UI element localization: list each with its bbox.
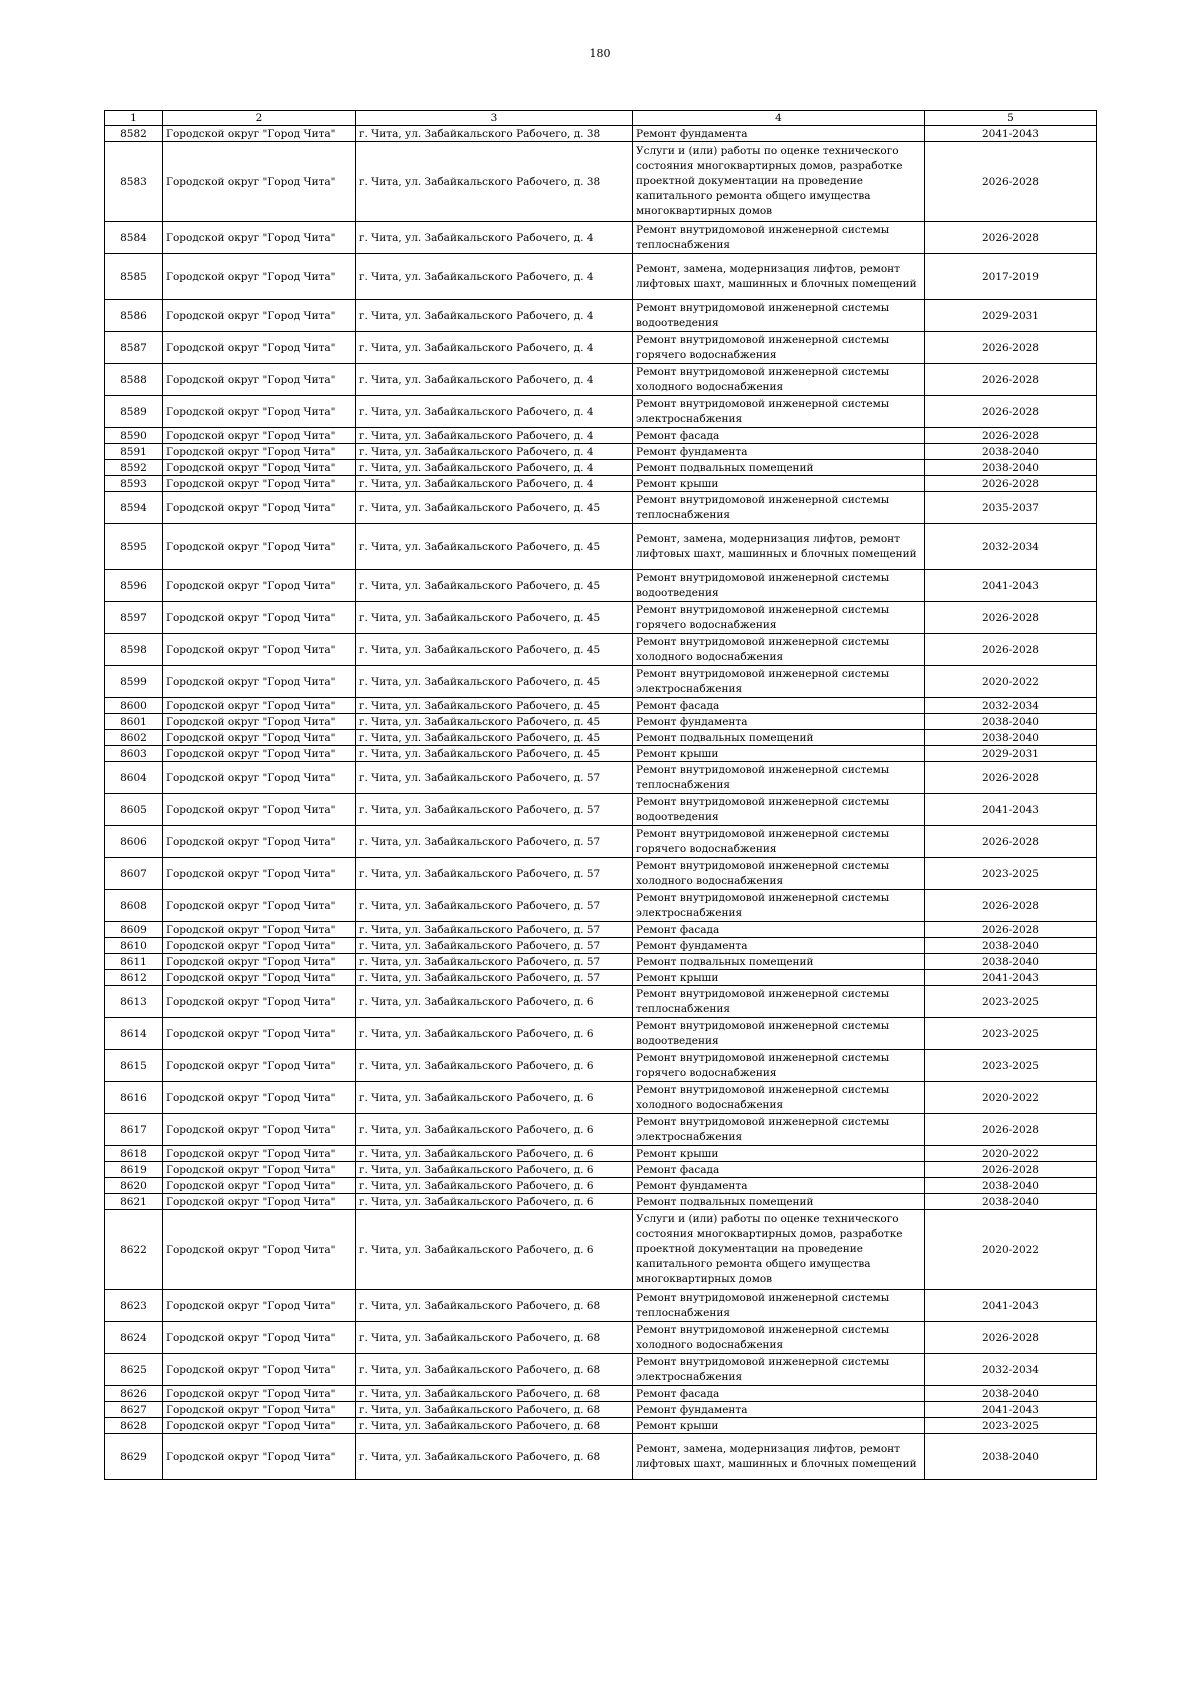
table-row xyxy=(105,1178,1097,1194)
table-row xyxy=(105,1322,1097,1354)
table-row xyxy=(105,986,1097,1018)
work-type-cell: Ремонт подвальных помещений xyxy=(633,730,925,746)
work-type-cell: Ремонт фундамента xyxy=(633,1402,925,1418)
row-number-cell: 8625 xyxy=(105,1354,163,1386)
address-cell: г. Чита, ул. Забайкальского Рабочего, д. 57 xyxy=(356,970,633,986)
municipality-cell: Городской округ "Город Чита" xyxy=(163,1018,356,1050)
row-number-cell: 8609 xyxy=(105,922,163,938)
table-row xyxy=(105,1290,1097,1322)
work-type-cell: Ремонт внутридомовой инженерной системы электроснабжения xyxy=(633,396,925,428)
municipality-cell: Городской округ "Город Чита" xyxy=(163,254,356,300)
address-cell: г. Чита, ул. Забайкальского Рабочего, д. 6 xyxy=(356,1050,633,1082)
work-type-cell: Ремонт внутридомовой инженерной системы электроснабжения xyxy=(633,1354,925,1386)
row-number-cell: 8604 xyxy=(105,762,163,794)
table-row xyxy=(105,890,1097,922)
address-cell: г. Чита, ул. Забайкальского Рабочего, д. 6 xyxy=(356,1210,633,1290)
period-cell: 2026-2028 xyxy=(925,142,1097,222)
row-number-cell: 8618 xyxy=(105,1146,163,1162)
address-cell: г. Чита, ул. Забайкальского Рабочего, д. 45 xyxy=(356,746,633,762)
address-cell: г. Чита, ул. Забайкальского Рабочего, д. 4 xyxy=(356,254,633,300)
work-type-cell: Ремонт подвальных помещений xyxy=(633,1194,925,1210)
row-number-cell: 8615 xyxy=(105,1050,163,1082)
work-type-cell: Ремонт внутридомовой инженерной системы холодного водоснабжения xyxy=(633,634,925,666)
period-cell: 2038-2040 xyxy=(925,444,1097,460)
address-cell: г. Чита, ул. Забайкальского Рабочего, д. 45 xyxy=(356,730,633,746)
address-cell: г. Чита, ул. Забайкальского Рабочего, д. 4 xyxy=(356,364,633,396)
table-row xyxy=(105,634,1097,666)
work-type-cell: Ремонт фасада xyxy=(633,1386,925,1402)
period-cell: 2029-2031 xyxy=(925,300,1097,332)
address-cell: г. Чита, ул. Забайкальского Рабочего, д. 45 xyxy=(356,570,633,602)
work-type-cell: Ремонт фасада xyxy=(633,1162,925,1178)
column-header: 1 xyxy=(105,111,163,126)
row-number-cell: 8598 xyxy=(105,634,163,666)
work-type-cell: Ремонт крыши xyxy=(633,746,925,762)
period-cell: 2026-2028 xyxy=(925,332,1097,364)
address-cell: г. Чита, ул. Забайкальского Рабочего, д. 57 xyxy=(356,826,633,858)
period-cell: 2029-2031 xyxy=(925,746,1097,762)
address-cell: г. Чита, ул. Забайкальского Рабочего, д. 4 xyxy=(356,222,633,254)
municipality-cell: Городской округ "Город Чита" xyxy=(163,698,356,714)
table-row xyxy=(105,746,1097,762)
municipality-cell: Городской округ "Город Чита" xyxy=(163,1434,356,1480)
address-cell: г. Чита, ул. Забайкальского Рабочего, д. 57 xyxy=(356,938,633,954)
municipality-cell: Городской округ "Город Чита" xyxy=(163,986,356,1018)
work-type-cell: Ремонт внутридомовой инженерной системы электроснабжения xyxy=(633,666,925,698)
table-row xyxy=(105,970,1097,986)
period-cell: 2023-2025 xyxy=(925,986,1097,1018)
address-cell: г. Чита, ул. Забайкальского Рабочего, д. 68 xyxy=(356,1418,633,1434)
period-cell: 2026-2028 xyxy=(925,890,1097,922)
table-row xyxy=(105,714,1097,730)
municipality-cell: Городской округ "Город Чита" xyxy=(163,794,356,826)
table-row xyxy=(105,666,1097,698)
column-header: 3 xyxy=(356,111,633,126)
municipality-cell: Городской округ "Город Чита" xyxy=(163,1386,356,1402)
period-cell: 2026-2028 xyxy=(925,364,1097,396)
period-cell: 2038-2040 xyxy=(925,714,1097,730)
row-number-cell: 8587 xyxy=(105,332,163,364)
table-row xyxy=(105,858,1097,890)
row-number-cell: 8585 xyxy=(105,254,163,300)
table-row xyxy=(105,922,1097,938)
capital-repair-table xyxy=(104,110,1097,1480)
table-row xyxy=(105,222,1097,254)
row-number-cell: 8603 xyxy=(105,746,163,762)
row-number-cell: 8617 xyxy=(105,1114,163,1146)
period-cell: 2026-2028 xyxy=(925,826,1097,858)
work-type-cell: Ремонт внутридомовой инженерной системы водоотведения xyxy=(633,1018,925,1050)
table-row xyxy=(105,1418,1097,1434)
row-number-cell: 8607 xyxy=(105,858,163,890)
period-cell: 2038-2040 xyxy=(925,1386,1097,1402)
address-cell: г. Чита, ул. Забайкальского Рабочего, д. 38 xyxy=(356,142,633,222)
row-number-cell: 8596 xyxy=(105,570,163,602)
municipality-cell: Городской округ "Город Чита" xyxy=(163,1178,356,1194)
row-number-cell: 8590 xyxy=(105,428,163,444)
municipality-cell: Городской округ "Город Чита" xyxy=(163,666,356,698)
address-cell: г. Чита, ул. Забайкальского Рабочего, д. 57 xyxy=(356,890,633,922)
municipality-cell: Городской округ "Город Чита" xyxy=(163,364,356,396)
municipality-cell: Городской округ "Город Чита" xyxy=(163,890,356,922)
municipality-cell: Городской округ "Город Чита" xyxy=(163,1194,356,1210)
period-cell: 2026-2028 xyxy=(925,428,1097,444)
period-cell: 2026-2028 xyxy=(925,602,1097,634)
municipality-cell: Городской округ "Город Чита" xyxy=(163,1290,356,1322)
work-type-cell: Ремонт крыши xyxy=(633,476,925,492)
municipality-cell: Городской округ "Город Чита" xyxy=(163,492,356,524)
row-number-cell: 8588 xyxy=(105,364,163,396)
address-cell: г. Чита, ул. Забайкальского Рабочего, д. 57 xyxy=(356,794,633,826)
work-type-cell: Ремонт фундамента xyxy=(633,444,925,460)
row-number-cell: 8584 xyxy=(105,222,163,254)
row-number-cell: 8583 xyxy=(105,142,163,222)
work-type-cell: Ремонт внутридомовой инженерной системы водоотведения xyxy=(633,300,925,332)
address-cell: г. Чита, ул. Забайкальского Рабочего, д. 68 xyxy=(356,1402,633,1418)
table-row xyxy=(105,460,1097,476)
row-number-cell: 8595 xyxy=(105,524,163,570)
work-type-cell: Ремонт фундамента xyxy=(633,1178,925,1194)
period-cell: 2026-2028 xyxy=(925,1322,1097,1354)
municipality-cell: Городской округ "Город Чита" xyxy=(163,1050,356,1082)
column-header: 2 xyxy=(163,111,356,126)
municipality-cell: Городской округ "Город Чита" xyxy=(163,762,356,794)
period-cell: 2041-2043 xyxy=(925,570,1097,602)
period-cell: 2023-2025 xyxy=(925,1018,1097,1050)
row-number-cell: 8605 xyxy=(105,794,163,826)
period-cell: 2041-2043 xyxy=(925,970,1097,986)
table-row xyxy=(105,1018,1097,1050)
work-type-cell: Ремонт внутридомовой инженерной системы электроснабжения xyxy=(633,1114,925,1146)
period-cell: 2038-2040 xyxy=(925,1194,1097,1210)
address-cell: г. Чита, ул. Забайкальского Рабочего, д. 6 xyxy=(356,1178,633,1194)
period-cell: 2023-2025 xyxy=(925,858,1097,890)
address-cell: г. Чита, ул. Забайкальского Рабочего, д. 4 xyxy=(356,428,633,444)
row-number-cell: 8591 xyxy=(105,444,163,460)
row-number-cell: 8629 xyxy=(105,1434,163,1480)
municipality-cell: Городской округ "Город Чита" xyxy=(163,142,356,222)
table-row xyxy=(105,1386,1097,1402)
period-cell: 2020-2022 xyxy=(925,1082,1097,1114)
municipality-cell: Городской округ "Город Чита" xyxy=(163,300,356,332)
municipality-cell: Городской округ "Город Чита" xyxy=(163,428,356,444)
municipality-cell: Городской округ "Город Чита" xyxy=(163,938,356,954)
page-number: 180 xyxy=(589,47,611,60)
address-cell: г. Чита, ул. Забайкальского Рабочего, д. 57 xyxy=(356,922,633,938)
work-type-cell: Услуги и (или) работы по оценке технического состояния многоквартирных домов, разработке проектной документации на проведение капитального ремонта общего имущества многоквартирных домов xyxy=(633,142,925,222)
period-cell: 2041-2043 xyxy=(925,1290,1097,1322)
address-cell: г. Чита, ул. Забайкальского Рабочего, д. 68 xyxy=(356,1386,633,1402)
period-cell: 2020-2022 xyxy=(925,666,1097,698)
address-cell: г. Чита, ул. Забайкальского Рабочего, д. 45 xyxy=(356,524,633,570)
municipality-cell: Городской округ "Город Чита" xyxy=(163,1402,356,1418)
municipality-cell: Городской округ "Город Чита" xyxy=(163,126,356,142)
table-row xyxy=(105,762,1097,794)
table-row xyxy=(105,602,1097,634)
period-cell: 2026-2028 xyxy=(925,922,1097,938)
address-cell: г. Чита, ул. Забайкальского Рабочего, д. 57 xyxy=(356,858,633,890)
address-cell: г. Чита, ул. Забайкальского Рабочего, д. 4 xyxy=(356,332,633,364)
municipality-cell: Городской округ "Город Чита" xyxy=(163,826,356,858)
row-number-cell: 8593 xyxy=(105,476,163,492)
row-number-cell: 8582 xyxy=(105,126,163,142)
row-number-cell: 8626 xyxy=(105,1386,163,1402)
row-number-cell: 8622 xyxy=(105,1210,163,1290)
table-row xyxy=(105,1434,1097,1480)
period-cell: 2038-2040 xyxy=(925,1178,1097,1194)
municipality-cell: Городской округ "Город Чита" xyxy=(163,1114,356,1146)
work-type-cell: Ремонт внутридомовой инженерной системы холодного водоснабжения xyxy=(633,364,925,396)
municipality-cell: Городской округ "Город Чита" xyxy=(163,730,356,746)
work-type-cell: Ремонт внутридомовой инженерной системы водоотведения xyxy=(633,794,925,826)
table-row xyxy=(105,1146,1097,1162)
municipality-cell: Городской округ "Город Чита" xyxy=(163,444,356,460)
address-cell: г. Чита, ул. Забайкальского Рабочего, д. 38 xyxy=(356,126,633,142)
work-type-cell: Ремонт крыши xyxy=(633,970,925,986)
table-row xyxy=(105,1402,1097,1418)
work-type-cell: Ремонт подвальных помещений xyxy=(633,460,925,476)
address-cell: г. Чита, ул. Забайкальского Рабочего, д. 4 xyxy=(356,476,633,492)
period-cell: 2038-2040 xyxy=(925,938,1097,954)
municipality-cell: Городской округ "Город Чита" xyxy=(163,1082,356,1114)
address-cell: г. Чита, ул. Забайкальского Рабочего, д. 4 xyxy=(356,460,633,476)
municipality-cell: Городской округ "Город Чита" xyxy=(163,954,356,970)
column-header: 4 xyxy=(633,111,925,126)
table-row xyxy=(105,570,1097,602)
address-cell: г. Чита, ул. Забайкальского Рабочего, д. 6 xyxy=(356,1146,633,1162)
municipality-cell: Городской округ "Город Чита" xyxy=(163,570,356,602)
address-cell: г. Чита, ул. Забайкальского Рабочего, д. 45 xyxy=(356,602,633,634)
period-cell: 2020-2022 xyxy=(925,1146,1097,1162)
row-number-cell: 8614 xyxy=(105,1018,163,1050)
address-cell: г. Чита, ул. Забайкальского Рабочего, д. 45 xyxy=(356,714,633,730)
address-cell: г. Чита, ул. Забайкальского Рабочего, д. 68 xyxy=(356,1322,633,1354)
table-row xyxy=(105,254,1097,300)
municipality-cell: Городской округ "Город Чита" xyxy=(163,1146,356,1162)
table-row xyxy=(105,938,1097,954)
row-number-cell: 8616 xyxy=(105,1082,163,1114)
period-cell: 2041-2043 xyxy=(925,794,1097,826)
period-cell: 2017-2019 xyxy=(925,254,1097,300)
address-cell: г. Чита, ул. Забайкальского Рабочего, д. 45 xyxy=(356,492,633,524)
table-row xyxy=(105,476,1097,492)
period-cell: 2038-2040 xyxy=(925,460,1097,476)
row-number-cell: 8601 xyxy=(105,714,163,730)
municipality-cell: Городской округ "Город Чита" xyxy=(163,634,356,666)
work-type-cell: Ремонт фасада xyxy=(633,428,925,444)
row-number-cell: 8599 xyxy=(105,666,163,698)
municipality-cell: Городской округ "Город Чита" xyxy=(163,476,356,492)
municipality-cell: Городской округ "Город Чита" xyxy=(163,922,356,938)
period-cell: 2041-2043 xyxy=(925,1402,1097,1418)
table-row xyxy=(105,142,1097,222)
table-row xyxy=(105,1210,1097,1290)
work-type-cell: Ремонт внутридомовой инженерной системы горячего водоснабжения xyxy=(633,826,925,858)
municipality-cell: Городской округ "Город Чита" xyxy=(163,858,356,890)
address-cell: г. Чита, ул. Забайкальского Рабочего, д. 6 xyxy=(356,1114,633,1146)
municipality-cell: Городской округ "Город Чита" xyxy=(163,714,356,730)
address-cell: г. Чита, ул. Забайкальского Рабочего, д. 6 xyxy=(356,1018,633,1050)
work-type-cell: Ремонт внутридомовой инженерной системы теплоснабжения xyxy=(633,986,925,1018)
row-number-cell: 8610 xyxy=(105,938,163,954)
address-cell: г. Чита, ул. Забайкальского Рабочего, д. 6 xyxy=(356,1194,633,1210)
table-row xyxy=(105,444,1097,460)
address-cell: г. Чита, ул. Забайкальского Рабочего, д. 6 xyxy=(356,986,633,1018)
period-cell: 2026-2028 xyxy=(925,476,1097,492)
column-header: 5 xyxy=(925,111,1097,126)
row-number-cell: 8602 xyxy=(105,730,163,746)
period-cell: 2026-2028 xyxy=(925,762,1097,794)
address-cell: г. Чита, ул. Забайкальского Рабочего, д. 4 xyxy=(356,300,633,332)
row-number-cell: 8612 xyxy=(105,970,163,986)
period-cell: 2026-2028 xyxy=(925,1162,1097,1178)
work-type-cell: Ремонт подвальных помещений xyxy=(633,954,925,970)
table-row xyxy=(105,1354,1097,1386)
work-type-cell: Ремонт внутридомовой инженерной системы холодного водоснабжения xyxy=(633,858,925,890)
municipality-cell: Городской округ "Город Чита" xyxy=(163,1210,356,1290)
address-cell: г. Чита, ул. Забайкальского Рабочего, д. 4 xyxy=(356,444,633,460)
address-cell: г. Чита, ул. Забайкальского Рабочего, д. 6 xyxy=(356,1082,633,1114)
municipality-cell: Городской округ "Город Чита" xyxy=(163,332,356,364)
work-type-cell: Ремонт фасада xyxy=(633,698,925,714)
address-cell: г. Чита, ул. Забайкальского Рабочего, д. 68 xyxy=(356,1354,633,1386)
header-row xyxy=(105,111,1097,126)
table-row xyxy=(105,126,1097,142)
municipality-cell: Городской округ "Город Чита" xyxy=(163,460,356,476)
municipality-cell: Городской округ "Город Чита" xyxy=(163,1418,356,1434)
work-type-cell: Ремонт внутридомовой инженерной системы горячего водоснабжения xyxy=(633,602,925,634)
municipality-cell: Городской округ "Город Чита" xyxy=(163,524,356,570)
table-row xyxy=(105,794,1097,826)
row-number-cell: 8594 xyxy=(105,492,163,524)
period-cell: 2020-2022 xyxy=(925,1210,1097,1290)
table-row xyxy=(105,1194,1097,1210)
table-row xyxy=(105,826,1097,858)
table-row xyxy=(105,364,1097,396)
period-cell: 2038-2040 xyxy=(925,954,1097,970)
row-number-cell: 8624 xyxy=(105,1322,163,1354)
work-type-cell: Услуги и (или) работы по оценке технического состояния многоквартирных домов, разработке проектной документации на проведение капитального ремонта общего имущества многоквартирных домов xyxy=(633,1210,925,1290)
table-row xyxy=(105,954,1097,970)
work-type-cell: Ремонт внутридомовой инженерной системы электроснабжения xyxy=(633,890,925,922)
table-row xyxy=(105,1082,1097,1114)
table-row xyxy=(105,698,1097,714)
work-type-cell: Ремонт крыши xyxy=(633,1146,925,1162)
municipality-cell: Городской округ "Город Чита" xyxy=(163,970,356,986)
municipality-cell: Городской округ "Город Чита" xyxy=(163,396,356,428)
work-type-cell: Ремонт, замена, модернизация лифтов, ремонт лифтовых шахт, машинных и блочных помещений xyxy=(633,524,925,570)
work-type-cell: Ремонт внутридомовой инженерной системы горячего водоснабжения xyxy=(633,1050,925,1082)
row-number-cell: 8611 xyxy=(105,954,163,970)
row-number-cell: 8623 xyxy=(105,1290,163,1322)
table-row xyxy=(105,1114,1097,1146)
work-type-cell: Ремонт внутридомовой инженерной системы холодного водоснабжения xyxy=(633,1082,925,1114)
table-row xyxy=(105,428,1097,444)
address-cell: г. Чита, ул. Забайкальского Рабочего, д. 45 xyxy=(356,698,633,714)
row-number-cell: 8627 xyxy=(105,1402,163,1418)
period-cell: 2026-2028 xyxy=(925,1114,1097,1146)
address-cell: г. Чита, ул. Забайкальского Рабочего, д. 45 xyxy=(356,666,633,698)
address-cell: г. Чита, ул. Забайкальского Рабочего, д. 6 xyxy=(356,1162,633,1178)
work-type-cell: Ремонт внутридомовой инженерной системы теплоснабжения xyxy=(633,1290,925,1322)
table-row xyxy=(105,730,1097,746)
period-cell: 2032-2034 xyxy=(925,1354,1097,1386)
address-cell: г. Чита, ул. Забайкальского Рабочего, д. 45 xyxy=(356,634,633,666)
work-type-cell: Ремонт внутридомовой инженерной системы холодного водоснабжения xyxy=(633,1322,925,1354)
table-row xyxy=(105,332,1097,364)
work-type-cell: Ремонт фасада xyxy=(633,922,925,938)
row-number-cell: 8597 xyxy=(105,602,163,634)
period-cell: 2032-2034 xyxy=(925,698,1097,714)
municipality-cell: Городской округ "Город Чита" xyxy=(163,1354,356,1386)
work-type-cell: Ремонт внутридомовой инженерной системы теплоснабжения xyxy=(633,492,925,524)
address-cell: г. Чита, ул. Забайкальского Рабочего, д. 4 xyxy=(356,396,633,428)
period-cell: 2023-2025 xyxy=(925,1418,1097,1434)
row-number-cell: 8592 xyxy=(105,460,163,476)
row-number-cell: 8608 xyxy=(105,890,163,922)
table-row xyxy=(105,300,1097,332)
period-cell: 2038-2040 xyxy=(925,1434,1097,1480)
address-cell: г. Чита, ул. Забайкальского Рабочего, д. 57 xyxy=(356,762,633,794)
period-cell: 2041-2043 xyxy=(925,126,1097,142)
row-number-cell: 8620 xyxy=(105,1178,163,1194)
work-type-cell: Ремонт внутридомовой инженерной системы горячего водоснабжения xyxy=(633,332,925,364)
row-number-cell: 8621 xyxy=(105,1194,163,1210)
municipality-cell: Городской округ "Город Чита" xyxy=(163,746,356,762)
period-cell: 2038-2040 xyxy=(925,730,1097,746)
period-cell: 2026-2028 xyxy=(925,634,1097,666)
table-row xyxy=(105,524,1097,570)
row-number-cell: 8628 xyxy=(105,1418,163,1434)
table-row xyxy=(105,1050,1097,1082)
municipality-cell: Городской округ "Город Чита" xyxy=(163,222,356,254)
work-type-cell: Ремонт фундамента xyxy=(633,938,925,954)
municipality-cell: Городской округ "Город Чита" xyxy=(163,602,356,634)
row-number-cell: 8600 xyxy=(105,698,163,714)
work-type-cell: Ремонт фундамента xyxy=(633,714,925,730)
address-cell: г. Чита, ул. Забайкальского Рабочего, д. 68 xyxy=(356,1290,633,1322)
address-cell: г. Чита, ул. Забайкальского Рабочего, д. 68 xyxy=(356,1434,633,1480)
table-row xyxy=(105,396,1097,428)
work-type-cell: Ремонт внутридомовой инженерной системы водоотведения xyxy=(633,570,925,602)
row-number-cell: 8586 xyxy=(105,300,163,332)
municipality-cell: Городской округ "Город Чита" xyxy=(163,1162,356,1178)
period-cell: 2026-2028 xyxy=(925,222,1097,254)
period-cell: 2035-2037 xyxy=(925,492,1097,524)
row-number-cell: 8606 xyxy=(105,826,163,858)
work-type-cell: Ремонт внутридомовой инженерной системы теплоснабжения xyxy=(633,222,925,254)
municipality-cell: Городской округ "Город Чита" xyxy=(163,1322,356,1354)
period-cell: 2023-2025 xyxy=(925,1050,1097,1082)
period-cell: 2032-2034 xyxy=(925,524,1097,570)
row-number-cell: 8613 xyxy=(105,986,163,1018)
address-cell: г. Чита, ул. Забайкальского Рабочего, д. 57 xyxy=(356,954,633,970)
work-type-cell: Ремонт, замена, модернизация лифтов, ремонт лифтовых шахт, машинных и блочных помещений xyxy=(633,254,925,300)
row-number-cell: 8619 xyxy=(105,1162,163,1178)
work-type-cell: Ремонт внутридомовой инженерной системы теплоснабжения xyxy=(633,762,925,794)
work-type-cell: Ремонт крыши xyxy=(633,1418,925,1434)
table-row xyxy=(105,492,1097,524)
period-cell: 2026-2028 xyxy=(925,396,1097,428)
work-type-cell: Ремонт, замена, модернизация лифтов, ремонт лифтовых шахт, машинных и блочных помещений xyxy=(633,1434,925,1480)
table-row xyxy=(105,1162,1097,1178)
row-number-cell: 8589 xyxy=(105,396,163,428)
work-type-cell: Ремонт фундамента xyxy=(633,126,925,142)
